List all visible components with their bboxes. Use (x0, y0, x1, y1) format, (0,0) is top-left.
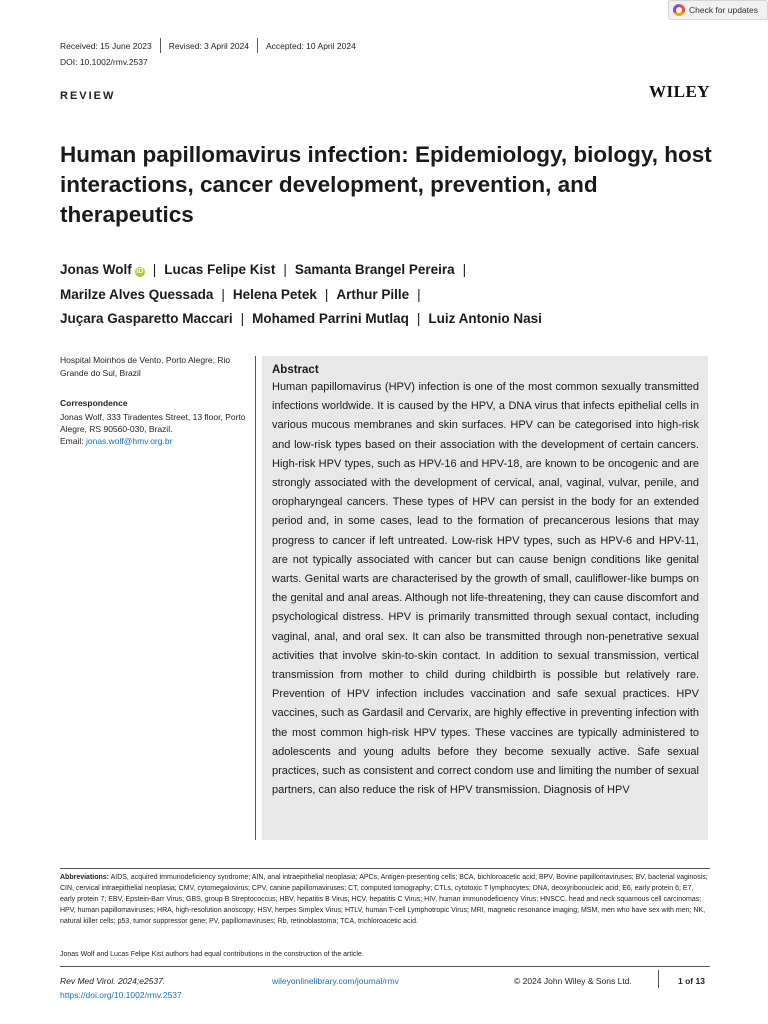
author-name[interactable]: Luiz Antonio Nasi (428, 311, 542, 326)
correspondence (60, 411, 250, 447)
abbreviations-footnote (60, 872, 710, 927)
abstract-box (262, 356, 708, 840)
author-name[interactable]: Mohamed Parrini Mutlaq (252, 311, 409, 326)
author-list: Jonas Wolf iD | Lucas Felipe Kist | Samanta Brangel Pereira | Marilze Alves Quessada | Helena Petek | Arthur Pille | Juçara Gasparetto Maccari | Mohamed Parrini Mutlaq | Luiz Antonio Nasi (60, 262, 542, 326)
correspondence-heading: Correspondence (60, 398, 128, 408)
revised-date: Revised: 3 April 2024 (168, 40, 250, 51)
doi: DOI: 10.1002/rmv.2537 (60, 57, 148, 67)
check-for-updates-button[interactable] (668, 0, 768, 20)
abbreviations-text: AIDS, acquired immunodeficiency syndrome; AIN, anal intraepithelial neoplasia; APCs, Antigen-presenting cells; BCA, bichloroacetic acid; BPV, Bovine papillomaviruses; BV, bacterial vaginosis; CIN, cervical intraepithelial neoplasia; CMV, cytomegalovirus; CPV, canine papillomaviruses; CT, computed tomography; CTLs, cytotoxic T lymphocytes; DNA, deoxyribonucleic acid; E6, early protein 6; E7, early protein 7; EBV, Epstein-Barr Virus; GBS, group B Streptococcus; HBV, hepatitis B Virus; HCV, hepatitis C Virus; HIV, human immunodeficiency Virus; HNSCC, head and neck squamous cell carcinomas; HPV, human papillomaviruses; HRA, high-resolution anoscopy; HSV, herpes Simplex Virus; HTLV, human T-cell Lymphotropic Virus; MRI, magnetic resonance imaging; MSM, men who have sex with men; NK, natural killer cells; p53, tumor suppressor gene; PV, papillomaviruses; Rb, retinoblastoma; TCA, trichloroacetic acid. (60, 874, 708, 925)
affiliation: Hospital Moinhos de Vento, Porto Alegre, Rio Grande do Sul, Brazil (60, 355, 231, 378)
author-name[interactable]: Marilze Alves Quessada (60, 286, 214, 302)
section-label: REVIEW (60, 90, 116, 102)
publisher-logo: WILEY (649, 82, 711, 101)
crossmark-icon (673, 4, 685, 16)
author-name[interactable]: Lucas Felipe Kist (164, 262, 276, 277)
doi-link[interactable]: https://doi.org/10.1002/rmv.2537 (60, 990, 182, 1000)
journal-website-link[interactable]: wileyonlinelibrary.com/journal/rmv (272, 976, 399, 986)
accepted-date: Accepted: 10 April 2024 (266, 40, 356, 51)
check-for-updates-label: Check for updates (689, 5, 758, 15)
contribution-note: Jonas Wolf and Lucas Felipe Kist authors had equal contributions in the construction of the article. (60, 951, 364, 958)
page-number: 1 of 13 (678, 976, 705, 986)
abstract-heading: Abstract (272, 364, 319, 376)
footer-divider (658, 970, 659, 988)
article-dates (60, 38, 356, 53)
divider (160, 38, 161, 53)
author-name[interactable]: Helena Petek (232, 286, 317, 302)
footer-rule (60, 966, 710, 967)
email-link[interactable]: jonas.wolf@hmv.org.br (85, 436, 173, 446)
email-label: Email: (60, 436, 86, 446)
author-name[interactable]: Juçara Gasparetto Maccari (60, 311, 233, 326)
copyright: © 2024 John Wiley & Sons Ltd. (514, 976, 632, 986)
abstract-text: Human papillomavirus (HPV) infection is one of the most common sexually transmitted infections worldwide. It is caused by the HPV, a DNA virus that infects epithelial cells in various mucous membranes and skin surfaces. HPV can be categorised into high-risk and low-risk types based on their association with the development of certain cancers. High-risk HPV types, such as HPV-16 and HPV-18, are known to be oncogenic and are strongly associated with the development of cervical, anal, vaginal, vulvar, penile, and oropharyngeal cancers. These types of HPV can persist in the body for an extended period and, in some cases, lead to the formation of precancerous lesions that may progress to cancer if left untreated. Low-risk HPV types, such as HPV-6 and HPV-11, are not typically associated with cancer but can cause benign conditions like genital warts. Genital warts are characterised by the growth of small, cauliflower-like bumps on the genital and anal areas. Although not life-threatening, they can cause discomfort and psychological distress. HPV is primarily transmitted through sexual contact, including vaginal, anal, and oral sex. It can also be transmitted through non-penetrative sexual activities that involve skin-to-skin contact. In addition to sexual transmission, vertical transmission from mother to child during childbirth is possible but relatively rare. Prevention of HPV infection includes vaccination and safe sexual practices. HPV vaccines, such as Gardasil and Cervarix, are highly effective in preventing infection with the most common high-risk HPV types. These vaccines are typically administered to adolescents and young adults before they become sexually active. Safe sexual practices, such as consistent and correct condom use and limiting the number of sexual partners, can also reduce the risk of HPV transmission. Diagnosis of HPV (272, 381, 699, 797)
author-name[interactable]: Samanta Brangel Pereira (294, 262, 455, 277)
abbreviations-label: Abbreviations: (60, 874, 110, 881)
author-name[interactable]: Jonas Wolf (60, 262, 132, 277)
footnote-rule (60, 868, 710, 869)
orcid-icon[interactable]: iD (136, 268, 144, 275)
divider (257, 38, 258, 53)
author-name[interactable]: Arthur Pille (336, 286, 410, 302)
received-date: Received: 15 June 2023 (60, 40, 152, 51)
column-divider (255, 356, 256, 840)
journal-citation: Rev Med Virol. 2024;e2537. (60, 976, 166, 986)
article-title: Human papillomavirus infection: Epidemiology, biology, host interactions, cancer development, prevention, and therapeutics (60, 142, 712, 227)
correspondence-address: Jonas Wolf, 333 Tiradentes Street, 13 floor, Porto Alegre, RS 90560-030, Brazil. (60, 412, 246, 434)
